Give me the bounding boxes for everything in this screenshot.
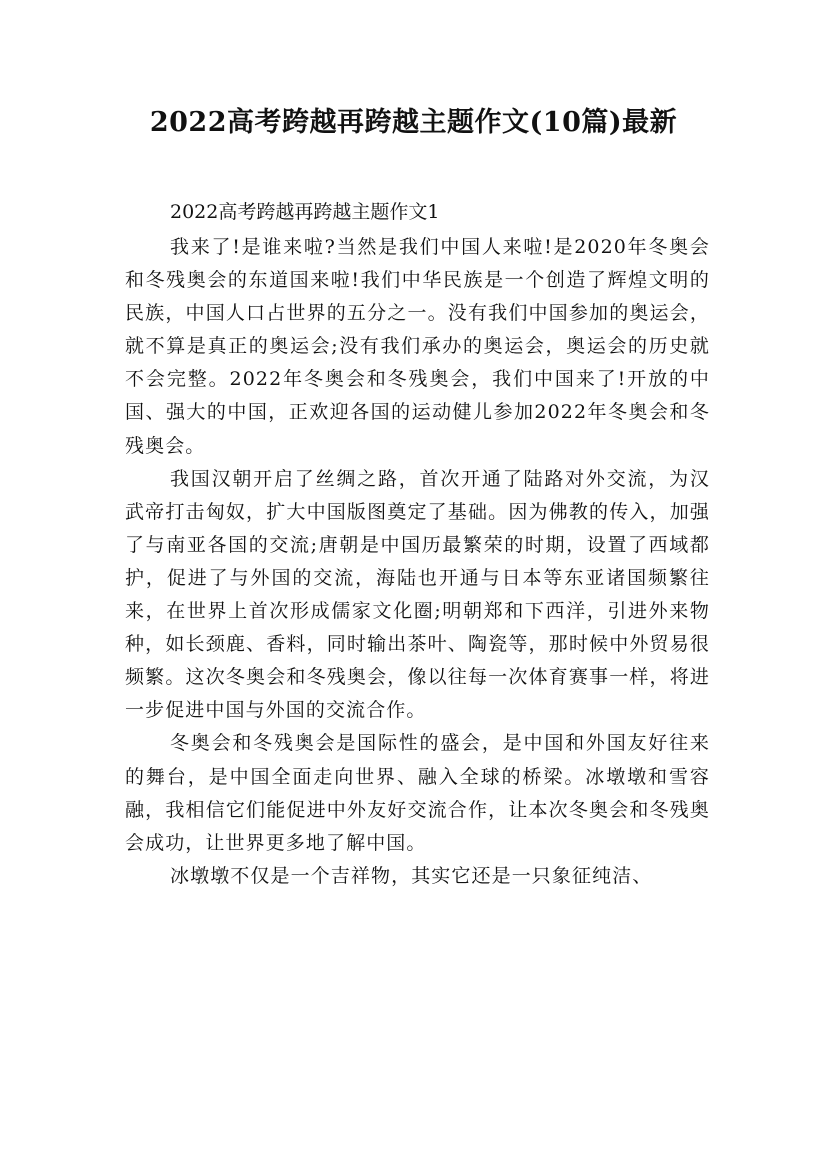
- paragraph: 冰墩墩不仅是一个吉祥物，其实它还是一只象征纯洁、: [170, 864, 653, 887]
- document-title: 2022高考跨越再跨越主题作文(10篇)最新: [149, 107, 678, 138]
- paragraph: 我国汉朝开启了丝绸之路，首次开通了陆路对外交流，为汉武帝打击匈奴，扩大中国版图奠定了基础。因为佛教的传入，加强了与南亚各国的交流;唐朝是中国历最繁荣的时期，设置了西域都护，促进了与外国的交流，海陆也开通与日本等东亚诸国频繁往来，在世界上首次形成儒家文化圈;明朝郑和下西洋，引进外来物种，如长颈鹿、香料，同时输出茶叶、陶瓷等，那时候中外贸易很频繁。这次冬奥会和冬残奥会，像以往每一次体育赛事一样，将进一步促进中国与外国的交流合作。: [125, 467, 710, 722]
- document-subtitle: 2022高考跨越再跨越主题作文1: [170, 201, 440, 223]
- document-body: [125, 231, 710, 893]
- paragraph: 我来了!是谁来啦?当然是我们中国人来啦!是2020年冬奥会和冬残奥会的东道国来啦!我们中华民族是一个创造了辉煌文明的民族，中国人口占世界的五分之一。没有我们中国参加的奥运会，就不算是真正的奥运会;没有我们承办的奥运会，奥运会的历史就不会完整。2022年冬奥会和冬残奥会，我们中国来了!开放的中国、强大的中国，正欢迎各国的运动健儿参加2022年冬奥会和冬残奥会。: [125, 236, 710, 457]
- paragraph: 冬奥会和冬残奥会是国际性的盛会，是中国和外国友好往来的舞台，是中国全面走向世界、融入全球的桥梁。冰墩墩和雪容融，我相信它们能促进中外友好交流合作，让本次冬奥会和冬残奥会成功，让世界更多地了解中国。: [125, 732, 710, 854]
